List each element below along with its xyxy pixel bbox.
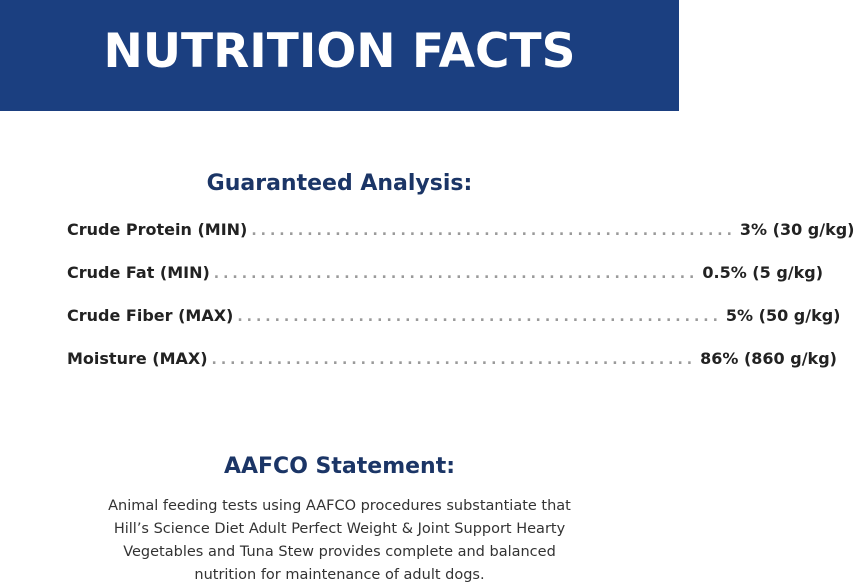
aafco-statement xyxy=(60,495,619,587)
analysis-value: 86% (860 g/kg) xyxy=(700,349,837,368)
analysis-value: 3% (30 g/kg) xyxy=(739,220,855,239)
analysis-row xyxy=(67,220,855,263)
analysis-label: Crude Fat (MIN) xyxy=(67,263,210,282)
aafco-heading: AAFCO Statement: xyxy=(223,454,456,479)
guaranteed-analysis-heading: Guaranteed Analysis: xyxy=(206,171,473,196)
dot-leader: .................................................... xyxy=(213,266,699,282)
dot-leader: .................................................... xyxy=(237,309,722,325)
header-banner xyxy=(0,0,679,111)
analysis-value: 0.5% (5 g/kg) xyxy=(702,263,824,282)
analysis-row xyxy=(67,349,837,392)
analysis-value: 5% (50 g/kg) xyxy=(725,306,841,325)
statement-line: Vegetables and Tuna Stew provides complete and balanced xyxy=(123,544,556,560)
statement-line: Hill’s Science Diet Adult Perfect Weight & Joint Support Hearty xyxy=(113,521,566,537)
dot-leader: .................................................... xyxy=(211,352,697,368)
guaranteed-analysis-list xyxy=(67,220,855,392)
page-title: NUTRITION FACTS xyxy=(103,24,576,79)
analysis-label: Moisture (MAX) xyxy=(67,349,208,368)
analysis-label: Crude Fiber (MAX) xyxy=(67,306,234,325)
analysis-row xyxy=(67,263,824,306)
dot-leader: .................................................... xyxy=(251,223,736,239)
analysis-label: Crude Protein (MIN) xyxy=(67,220,248,239)
statement-line: Animal feeding tests using AAFCO procedures substantiate that xyxy=(108,498,571,514)
analysis-row xyxy=(67,306,841,349)
statement-line: nutrition for maintenance of adult dogs. xyxy=(194,567,485,583)
